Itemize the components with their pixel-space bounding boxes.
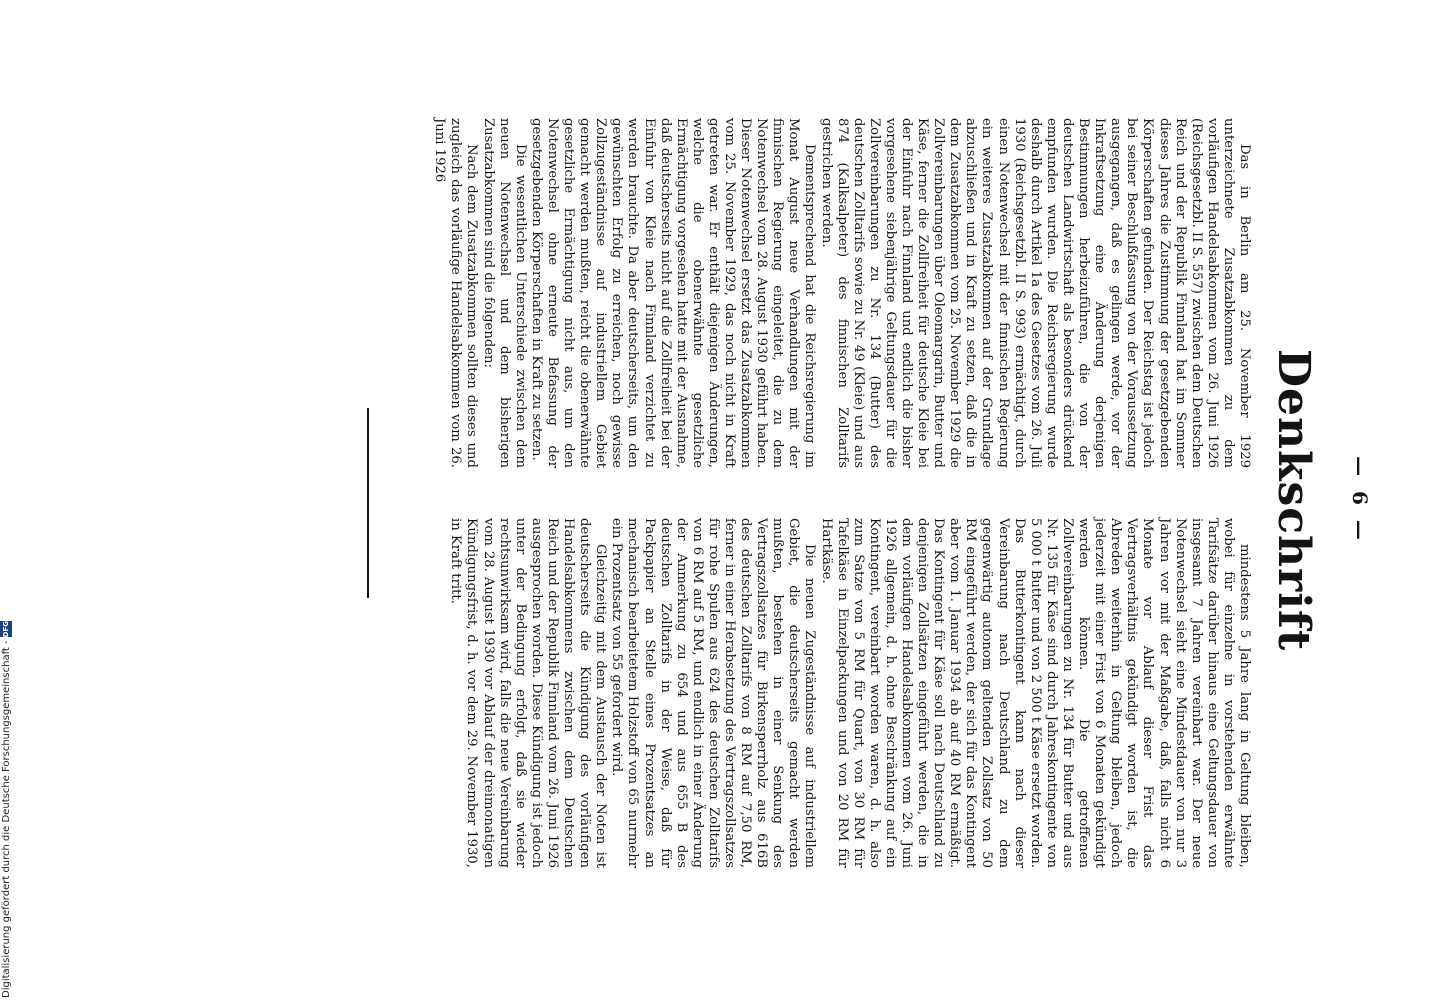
page-number: — 6 — <box>1348 456 1372 544</box>
dfg-logo-icon: DFG <box>2 621 10 638</box>
paragraph: Gleichzeitig mit dem Austausch der Noten ist deutscherseits die Kündigung des vorläufigen Handelsabkommens zwischen dem Deutschen Reich und der Republik Finnland vom 26. Juni 1926 ausgesprochen worden. Diese Kündigung ist jedoch unter der Bedingung erfolgt, daß sie wieder rechtsunwirksam wird, falls die neue Vereinbarung vom 28. August 1930 vor Ablauf der dreimonatigen Kündigungsfrist, d. h. vor dem 29. November 1930, in Kraft tritt. <box>448 518 609 868</box>
paragraph: Die neuen Zugeständnisse auf industriellem Gebiet, die deutscherseits gemacht werden mußten, bestehen in einer Senkung des Vertragszollsatzes für Birkensperrholz aus 616B des deutschen Zolltarifs von 8 RM auf 7,50 RM, ferner in einer Herabsetzung des Vertragszollsatzes für rohe Spulen aus 624 des deutschen Zolltarifs von 6 RM auf 5 RM, und endlich in einer Änderung der Anmerkung zu 654 und aus 655 B des deutschen Zolltarifs in der Weise, daß für Packpapier an Stelle eines Prozentsatzes an mechanisch bearbeitetem Holzstoff von 65 nurmehr ein Prozentsatz von 55 gefordert wird. <box>609 518 818 868</box>
paragraph: mindestens 5 Jahre lang in Geltung bleiben, wobei für einzelne in vorstehenden erwähnte Tarifsätze darüber hinaus eine Geltungsdauer von insgesamt 7 Jahren vereinbart war. Der neue Notenwechsel sieht eine Mindestdauer von nur 3 Jahren vor mit der Maßgabe, daß, falls nicht 6 Monate vor Ablauf dieser Frist das Vertragsverhältnis gekündigt worden ist, die Abreden weiterhin in Geltung bleiben, jedoch jederzeit mit einer Frist von 6 Monaten gekündigt werden können. Die getroffenen Zollvereinbarungen zu Nr. 134 für Butter und aus Nr. 135 für Käse sind durch Jahreskontingente von 5 000 t Butter und von 2 500 t Käse ersetzt worden. Das Butterkontingent kann nach dieser Vereinbarung nach Deutschland zu dem gegenwärtig autonom geltenden Zollsatz von 50 RM eingeführt werden, der sich für das Kontingent aber vom 1. Januar 1934 ab auf 40 RM ermäßigt. Das Kontingent für Käse soll nach Deutschland zu denjenigen Zollsätzen eingeführt werden, die in dem vorläufigen Handelsabkommen vom 26. Juni 1926 allgemein, d. h. ohne Beschränkung auf ein Kontingent, vereinbart worden waren, d. h. also zum Satze von 5 RM für Quart, von 30 RM für Tafelkäse in Einzelpackungen und von 20 RM für Hartkäse. <box>818 518 1252 868</box>
paragraph: Die wesentlichen Unterschiede zwischen dem neuen Notenwechsel und dem bisherigen Zusatzabkommen sind die folgenden: <box>480 118 528 468</box>
paragraph: Nach dem Zusatzabkommen sollten dieses und zugleich das vorläufige Handelsabkommen vom 26. Juni 1926 <box>432 118 480 468</box>
paragraph: Dementsprechend hat die Reichsregierung im Monat August neue Verhandlungen mit der finnischen Regierung eingeleitet, die zu dem Notenwechsel vom 28. August 1930 geführt haben. Dieser Notenwechsel ersetzt das Zusatzabkommen vom 25. November 1929, das noch nicht in Kraft getreten war. Er enthält diejenigen Änderungen, welche die obenerwähnte gesetzliche Ermächtigung vorgesehen hatte mit der Ausnahme, daß deutscherseits nicht auf die Zollfreiheit bei der Einfuhr von Kleie nach Finnland verzichtet zu werden brauchte. Da aber deutscherseits, um den gewünschten Erfolg zu erreichen, noch gewisse Zollzugeständnisse auf industriellem Gebiet gemacht werden mußten, reicht die obenerwähnte gesetzliche Ermächtigung nicht aus, um den Notenwechsel ohne erneute Befassung der gesetzgebenden Körperschaften in Kraft zu setzen. <box>528 118 818 468</box>
right-column <box>448 518 1252 868</box>
end-rule <box>367 408 369 598</box>
page-title: Denkschrift <box>1268 348 1319 652</box>
credit-text: Digitalisierung gefördert durch die Deutsche Forschungsgemeinschaft - <box>0 640 12 998</box>
paragraph: Das in Berlin am 25. November 1929 unterzeichnete Zusatzabkommen zu dem vorläufigen Handelsabkommen vom 26. Juni 1926 (Reichsgesetzbl. II S. 557) zwischen dem Deutschen Reich und der Republik Finnland hat im Sommer dieses Jahres die Zustimmung der gesetzgebenden Körperschaften gefunden. Der Reichstag ist jedoch bei seiner Beschlußfassung von der Voraussetzung ausgegangen, daß es gelingen werde, vor der Inkraftsetzung eine Änderung derjenigen Bestimmungen herbeizuführen, die von der deutschen Landwirtschaft als besonders drückend empfunden wurden. Die Reichsregierung wurde deshalb durch Artikel 1a des Gesetzes vom 26. Juli 1930 (Reichsgesetzbl. II S. 993) ermächtigt, durch einen Notenwechsel mit der finnischen Regierung ein weiteres Zusatzabkommen auf der Grundlage abzuschließen und in Kraft zu setzen, daß die in dem Zusatzabkommen vom 25. November 1929 die Zollvereinbarungen über Oleomargarin, Butter und Käse, ferner die Zollfreiheit für deutsche Kleie bei der Einfuhr nach Finnland und endlich die bisher vorgesehene siebenjährige Geltungsdauer für die Zollvereinbarungen zu Nr. 134 (Butter) des deutschen Zolltarifs sowie zu Nr. 49 (Kleie) und aus 874 (Kalksalpeter) des finnischen Zolltarifs gestrichen werden. <box>818 118 1252 468</box>
left-column <box>432 118 1252 468</box>
